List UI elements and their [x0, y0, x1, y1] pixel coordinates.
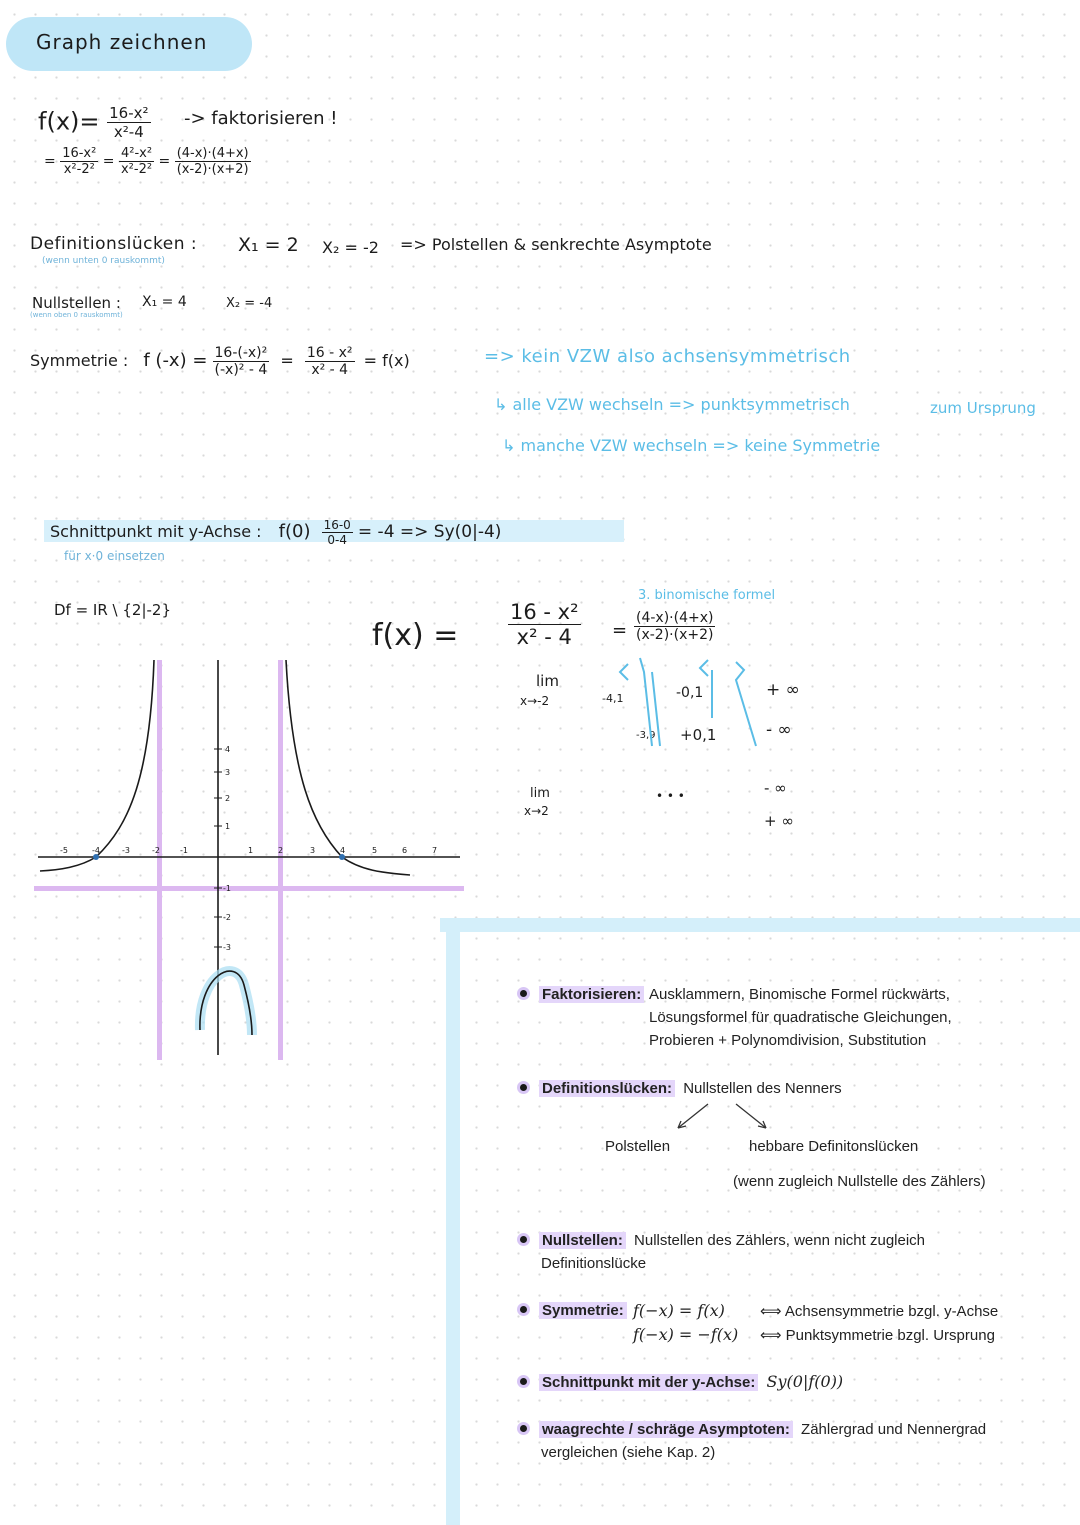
sp-hint: für x·0 einsetzen — [64, 549, 165, 563]
note-asym-label: waagrechte / schräge Asymptoten: — [539, 1421, 793, 1438]
step1-fraction — [60, 146, 98, 177]
x-tick-minus-4: -4 — [92, 846, 100, 855]
x-tick-minus-3: -3 — [122, 846, 130, 855]
limit-num: 16 - x² — [510, 600, 579, 624]
note-faktorisieren-line3: Probieren + Polynomdivision, Substitution — [649, 1032, 927, 1049]
right-branch — [286, 660, 410, 875]
y-tick-minus-1: -1 — [223, 884, 231, 893]
sym-num2: 16 - x² — [306, 345, 353, 361]
note-asym-line2: vergleichen (siehe Kap. 2) — [541, 1444, 716, 1461]
step-equals: = — [44, 153, 56, 170]
x-tick-4: 4 — [340, 846, 346, 855]
limit-dots: • • • — [656, 789, 685, 803]
step2-den: x²-2² — [120, 162, 153, 177]
x-tick-2: 2 — [278, 846, 284, 855]
note-hebbare-note: (wenn zugleich Nullstelle des Zählers) — [733, 1173, 986, 1190]
x-tick-3: 3 — [310, 846, 316, 855]
sym-den2: x² - 4 — [311, 362, 349, 378]
title-pill — [6, 17, 252, 71]
def-arrows-icon — [670, 1100, 780, 1136]
bullet-icon — [520, 1306, 527, 1313]
note-asymptoten — [520, 1421, 986, 1438]
bullet-icon — [520, 1425, 527, 1432]
bullet-icon — [520, 1084, 527, 1091]
lim2-sub: x→2 — [524, 804, 549, 818]
lim1: lim — [536, 672, 559, 690]
note-hebbare: hebbare Definitonslücken — [749, 1138, 919, 1155]
bullet-icon — [520, 990, 527, 997]
note-def-label: Definitionslücken: — [539, 1080, 675, 1097]
note-sym-formula2: f(−x) = −f(x) — [633, 1325, 739, 1344]
note-faktorisieren-line1: Ausklammern, Binomische Formel rückwärts, — [649, 986, 950, 1003]
lim1-sub: x→-2 — [520, 694, 550, 708]
note-null-line2: Definitionslücke — [541, 1255, 647, 1272]
function-definition — [38, 104, 151, 141]
note-sym-text1: ⟺ Achsensymmetrie bzgl. y-Achse — [760, 1303, 999, 1320]
factor-steps — [44, 146, 251, 177]
y-tick-3: 3 — [225, 768, 231, 777]
step3-den: (x-2)·(x+2) — [176, 162, 249, 177]
domain: Df = IR \ {2|-2} — [54, 601, 172, 619]
sym-line3: ↳ manche VZW wechseln => keine Symmetrie — [502, 436, 881, 455]
x-tick-minus-5: -5 — [60, 846, 68, 855]
symmetrie-row — [30, 340, 410, 382]
function-denominator: x²-4 — [113, 123, 144, 141]
value-plus-0-1: +0,1 — [680, 726, 717, 744]
sym-line2a: ↳ alle VZW wechseln => punktsymmetrisch — [494, 395, 850, 414]
note-symmetrie — [520, 1302, 627, 1319]
sym-line1: => kein VZW also achsensymmetrisch — [484, 346, 851, 367]
sp-label: Schnittpunkt mit y-Achse : — [50, 522, 262, 541]
sym-frac1 — [213, 345, 270, 378]
bullet-icon — [520, 1236, 527, 1243]
bullet-icon — [520, 1378, 527, 1385]
null-hint: (wenn oben 0 rauskommt) — [30, 311, 123, 319]
minus-infinity-1: - ∞ — [766, 720, 792, 740]
x-tick-1: 1 — [248, 846, 254, 855]
sign-change-marks — [600, 650, 800, 750]
step2-num: 4²-x² — [120, 146, 153, 161]
def-label: Definitionslücken : — [30, 234, 198, 254]
sym-lhs: f (-x) = — [143, 350, 208, 371]
note-nullstellen — [520, 1232, 925, 1249]
note-sym-formula1: f(−x) = f(x) — [633, 1301, 725, 1320]
left-branch — [96, 660, 154, 857]
null-label: Nullstellen : — [32, 294, 121, 312]
notes-panel-border-left — [446, 924, 460, 1525]
limit-fx: f(x) = — [372, 618, 459, 653]
step3-fraction — [175, 146, 251, 177]
page-title: Graph zeichnen — [36, 30, 208, 54]
value-minus-3-9: -3,9 — [636, 730, 656, 741]
sym-den1: (-x)² - 4 — [214, 362, 268, 378]
y-tick-minus-2: -2 — [223, 913, 231, 922]
step-equals: = — [102, 153, 115, 170]
value-minus-0-1: -0,1 — [676, 685, 704, 701]
schnittpunkt-row — [50, 512, 501, 552]
sp-den: 0-4 — [327, 533, 347, 547]
note-null-label: Nullstellen: — [539, 1232, 626, 1249]
x-tick-6: 6 — [402, 846, 408, 855]
plus-infinity-1: + ∞ — [766, 680, 800, 700]
note-asym-line1: Zählergrad und Nennergrad — [801, 1421, 987, 1438]
note-sp-label: Schnittpunkt mit der y-Achse: — [539, 1374, 758, 1391]
x-tick-5: 5 — [372, 846, 378, 855]
y-tick-4: 4 — [225, 745, 231, 754]
sym-label: Symmetrie : — [30, 351, 129, 370]
left-branch-tail — [40, 857, 96, 871]
step2-fraction — [119, 146, 154, 177]
lim2: lim — [530, 786, 550, 801]
limit-fraction — [508, 600, 581, 649]
function-fraction — [107, 104, 150, 141]
function-graph — [30, 655, 470, 1065]
x-tick-7: 7 — [432, 846, 438, 855]
step-equals: = — [158, 153, 171, 170]
note-schnittpunkt — [520, 1372, 843, 1391]
note-faktorisieren — [520, 986, 644, 1003]
sym-line2b: zum Ursprung — [930, 399, 1036, 417]
null-x2: X₂ = -4 — [226, 296, 273, 311]
sym-rhs: = f(x) — [363, 351, 410, 370]
note-def-text: Nullstellen des Nenners — [683, 1080, 842, 1097]
def-hint: (wenn unten 0 rauskommt) — [42, 256, 165, 266]
note-sym-text2: ⟺ Punktsymmetrie bzgl. Ursprung — [760, 1327, 995, 1344]
minus-infinity-2: - ∞ — [764, 779, 787, 797]
x-tick-minus-1: -1 — [180, 846, 188, 855]
x-tick-minus-2: -2 — [152, 846, 160, 855]
binom-note: 3. binomische formel — [638, 588, 776, 603]
limit-eq: = — [612, 620, 628, 641]
sp-frac — [322, 518, 353, 547]
sp-num: 16-0 — [323, 518, 351, 532]
note-null-line1: Nullstellen des Zählers, wenn nicht zugleich — [634, 1232, 926, 1249]
faktorisieren-note: -> faktorisieren ! — [184, 108, 338, 129]
sp-result: = -4 => Sy(0|-4) — [357, 522, 502, 542]
y-tick-1: 1 — [225, 822, 231, 831]
note-sym-label: Symmetrie: — [539, 1302, 627, 1319]
limit-factor-fraction — [634, 610, 715, 643]
limit-den: x² - 4 — [516, 625, 572, 649]
y-tick-2: 2 — [225, 794, 231, 803]
sp-calc: f(0) — [278, 521, 311, 542]
sym-eq: = — [280, 351, 294, 370]
note-sp-formula: Sy(0|f(0)) — [766, 1372, 844, 1391]
function-numerator: 16-x² — [109, 104, 149, 122]
sym-num1: 16-(-x)² — [214, 345, 268, 361]
asymptote-y-minus-1 — [34, 886, 464, 891]
asymptote-x-minus-2 — [157, 660, 162, 1060]
step3-num: (4-x)·(4+x) — [176, 146, 249, 161]
notes-panel-border-top — [440, 918, 1080, 932]
def-result: => Polstellen & senkrechte Asymptote — [400, 235, 712, 254]
limit-fac-num: (4-x)·(4+x) — [636, 610, 714, 626]
function-lhs: f(x)= — [38, 107, 100, 136]
def-x2: X₂ = -2 — [322, 238, 379, 257]
null-x1: X₁ = 4 — [142, 294, 187, 310]
def-x1: X₁ = 2 — [238, 234, 299, 256]
note-faktorisieren-label: Faktorisieren: — [539, 986, 644, 1003]
step1-den: x²-2² — [63, 162, 95, 177]
plus-infinity-2: + ∞ — [764, 812, 794, 830]
sym-frac2 — [305, 345, 355, 378]
asymptote-x-2 — [278, 660, 283, 1060]
note-faktorisieren-line2: Lösungsformel für quadratische Gleichungen, — [649, 1009, 952, 1026]
y-tick-minus-3: -3 — [223, 943, 231, 952]
step1-num: 16-x² — [62, 146, 97, 161]
value-minus-4-1: -4,1 — [602, 692, 624, 705]
note-polstellen: Polstellen — [605, 1138, 671, 1155]
limit-fac-den: (x-2)·(x+2) — [636, 627, 714, 643]
middle-highlight — [200, 971, 252, 1035]
note-definitionsluecken — [520, 1080, 842, 1097]
